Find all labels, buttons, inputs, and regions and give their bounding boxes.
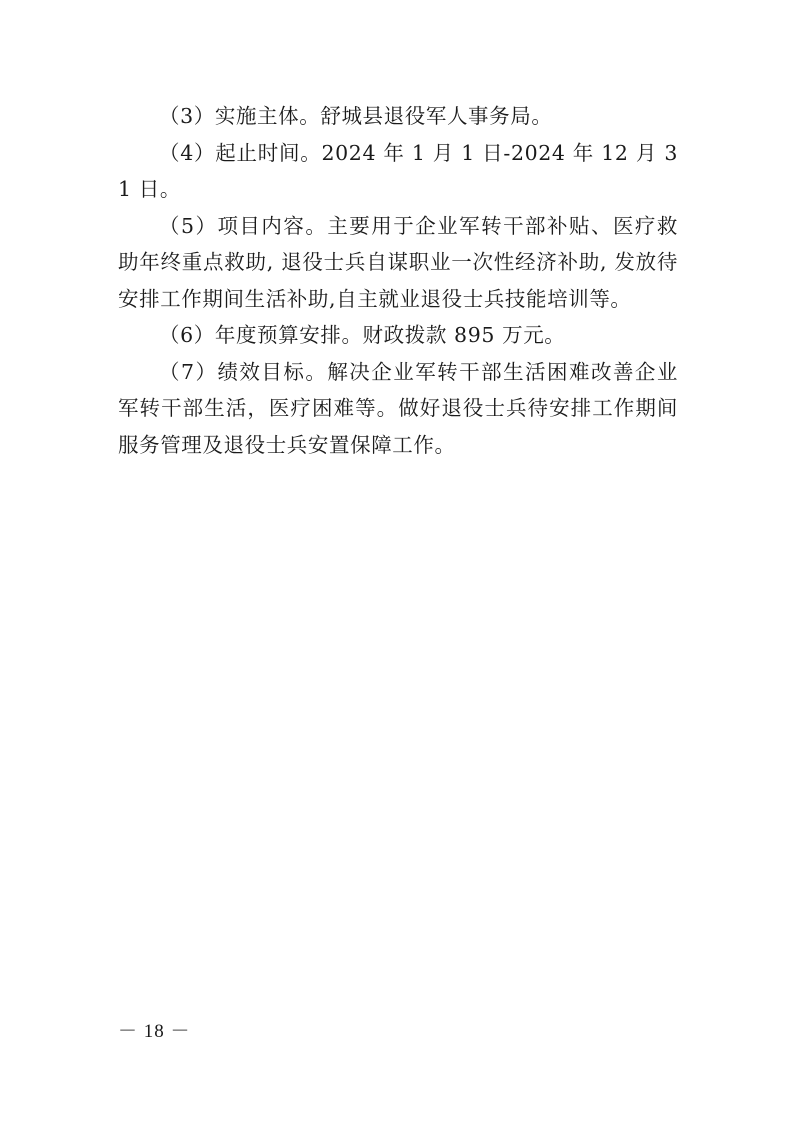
paragraph-annual-budget: （6）年度预算安排。财政拨款 895 万元。 <box>159 323 566 347</box>
paragraph-start-end-time: （4）起止时间。2024 年 1 月 1 日-2024 年 12 月 31 日。 <box>118 140 678 201</box>
paragraph-performance-goal: （7）绩效目标。解决企业军转干部生活困难改善企业军转干部生活，医疗困难等。做好退役士兵待安排工作期间服务管理及退役士兵安置保障工作。 <box>118 359 678 457</box>
paragraph-implementing-body: （3）实施主体。舒城县退役军人事务局。 <box>159 104 553 128</box>
document-body <box>118 98 678 463</box>
paragraph-project-content: （5）项目内容。主要用于企业军转干部补贴、医疗救助年终重点救助, 退役士兵自谋职业一次性经济补助, 发放待安排工作期间生活补助,自主就业退役士兵技能培训等。 <box>118 213 678 311</box>
page-number: － 18 － <box>118 1021 191 1042</box>
